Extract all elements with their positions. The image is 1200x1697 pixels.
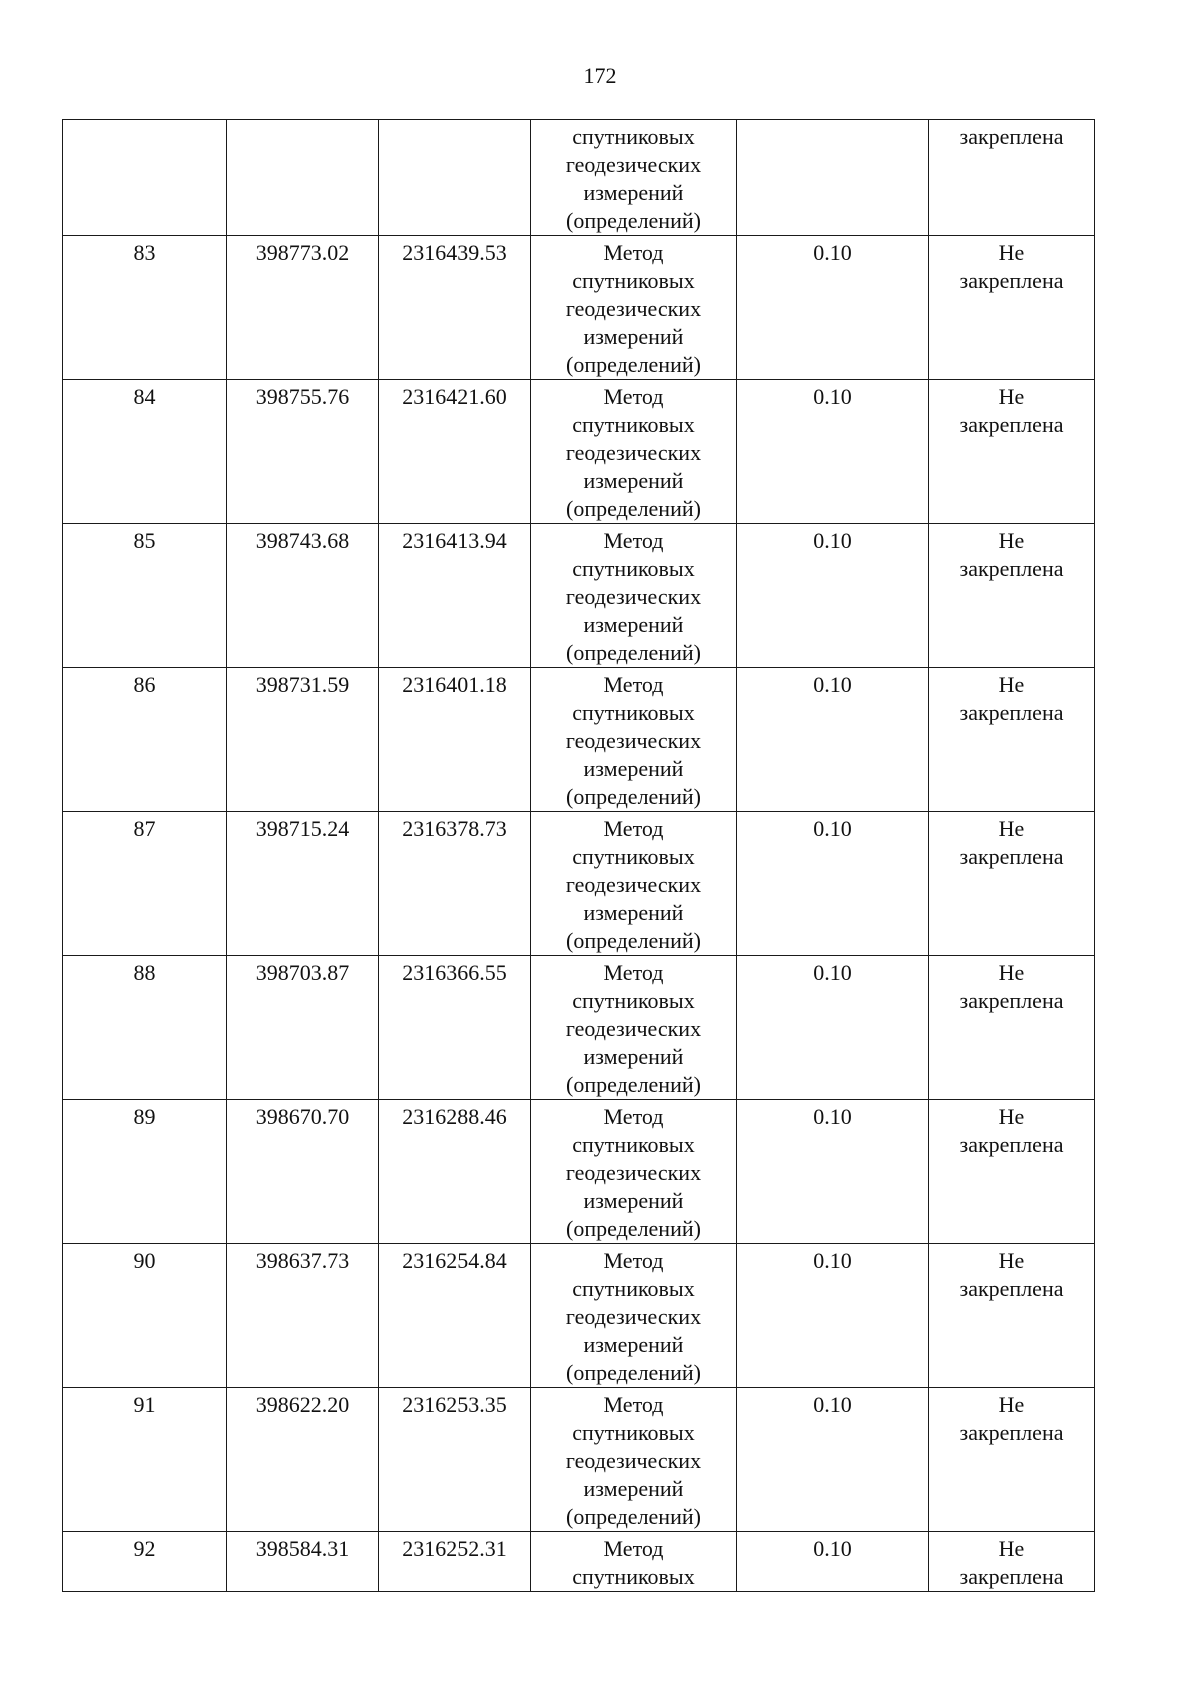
cell-method-line: Метод — [603, 672, 664, 697]
cell-x — [227, 120, 379, 236]
cell-fixing-line: Не — [998, 672, 1025, 697]
table-row — [63, 668, 1095, 812]
table-row — [63, 380, 1095, 524]
table-row — [63, 956, 1095, 1100]
cell-method-line: измерений — [583, 1476, 684, 1501]
cell-fixing-line: Не — [998, 528, 1025, 553]
cell-method-line: измерений — [583, 756, 684, 781]
cell-method — [531, 380, 737, 524]
method-line: измерений — [583, 180, 684, 205]
cell-x — [227, 812, 379, 956]
cell-num — [63, 380, 227, 524]
cell-y — [379, 812, 531, 956]
cell-method-line: геодезических — [565, 440, 702, 465]
cell-x-line: 398637.73 — [255, 1248, 350, 1273]
cell-x — [227, 1100, 379, 1244]
page-number: 172 — [583, 63, 617, 88]
cell-method-line: спутниковых — [572, 700, 695, 725]
cell-num-line: 85 — [133, 528, 156, 553]
cell-fixing-line: закреплена — [959, 268, 1064, 293]
cell-fixing-line: Не — [998, 960, 1025, 985]
cell-y-line: 2316253.35 — [402, 1392, 507, 1417]
cell-method — [531, 1100, 737, 1244]
cell-accuracy — [737, 1244, 929, 1388]
cell-y-line: 2316401.18 — [402, 672, 507, 697]
cell-method-line: (определений) — [566, 928, 701, 953]
cell-method-line: (определений) — [566, 496, 701, 521]
cell-y — [379, 524, 531, 668]
cell-method-line: спутниковых — [572, 844, 695, 869]
cell-method — [531, 1388, 737, 1532]
cell-y — [379, 236, 531, 380]
cell-method-line: геодезических — [565, 1160, 702, 1185]
cell-accuracy-line: 0.10 — [813, 528, 852, 553]
coordinates-table — [62, 119, 1095, 1592]
cell-accuracy-line: 0.10 — [813, 1248, 852, 1273]
cell-method — [531, 1532, 737, 1592]
cell-y-line: 2316252.31 — [402, 1536, 507, 1561]
cell-fixing-line: закреплена — [959, 844, 1064, 869]
cell-fixing — [929, 236, 1095, 380]
cell-method — [531, 120, 737, 236]
fixing-line: закреплена — [959, 124, 1064, 149]
cell-y-line: 2316421.60 — [402, 384, 507, 409]
cell-fixing — [929, 812, 1095, 956]
cell-method-line: спутниковых — [572, 1420, 695, 1445]
cell-fixing-line: закреплена — [959, 1132, 1064, 1157]
cell-method-line: (определений) — [566, 1504, 701, 1529]
cell-num — [63, 1388, 227, 1532]
method-line: (определений) — [566, 208, 701, 233]
table-row — [63, 1100, 1095, 1244]
cell-method-line: спутниковых — [572, 988, 695, 1013]
cell-method-line: Метод — [603, 960, 664, 985]
cell-num-line: 83 — [133, 240, 156, 265]
cell-fixing-line: Не — [998, 1536, 1025, 1561]
cell-accuracy-line: 0.10 — [813, 672, 852, 697]
cell-x-line: 398743.68 — [255, 528, 350, 553]
cell-method — [531, 812, 737, 956]
cell-y-line: 2316439.53 — [402, 240, 507, 265]
cell-num — [63, 1532, 227, 1592]
cell-fixing — [929, 956, 1095, 1100]
cell-method-line: спутниковых — [572, 1276, 695, 1301]
cell-x-line: 398584.31 — [255, 1536, 350, 1561]
method-line: спутниковых — [572, 124, 695, 149]
cell-num-line: 84 — [133, 384, 156, 409]
cell-x-line: 398670.70 — [255, 1104, 350, 1129]
cell-fixing-line: Не — [998, 1248, 1025, 1273]
cell-x-line: 398622.20 — [255, 1392, 350, 1417]
cell-method-line: измерений — [583, 468, 684, 493]
cell-y-line: 2316366.55 — [402, 960, 507, 985]
cell-y — [379, 668, 531, 812]
cell-accuracy — [737, 236, 929, 380]
cell-x — [227, 668, 379, 812]
cell-fixing-line: Не — [998, 816, 1025, 841]
cell-method-line: Метод — [603, 1392, 664, 1417]
cell-accuracy-line: 0.10 — [813, 1392, 852, 1417]
cell-accuracy-line: 0.10 — [813, 240, 852, 265]
cell-method-line: Метод — [603, 240, 664, 265]
cell-fixing — [929, 1388, 1095, 1532]
cell-method-line: измерений — [583, 1188, 684, 1213]
cell-method-line: спутниковых — [572, 412, 695, 437]
cell-fixing — [929, 524, 1095, 668]
cell-method — [531, 236, 737, 380]
cell-fixing-line: закреплена — [959, 988, 1064, 1013]
cell-num — [63, 236, 227, 380]
cell-accuracy — [737, 524, 929, 668]
cell-method — [531, 1244, 737, 1388]
cell-accuracy-line: 0.10 — [813, 960, 852, 985]
cell-method-line: Метод — [603, 384, 664, 409]
cell-y — [379, 1532, 531, 1592]
cell-num — [63, 668, 227, 812]
cell-method-line: (определений) — [566, 784, 701, 809]
cell-fixing-line: закреплена — [959, 700, 1064, 725]
cell-x — [227, 380, 379, 524]
cell-x-line: 398755.76 — [255, 384, 350, 409]
cell-accuracy-line: 0.10 — [813, 1104, 852, 1129]
cell-num — [63, 812, 227, 956]
cell-fixing-line: закреплена — [959, 412, 1064, 437]
cell-y — [379, 120, 531, 236]
cell-x — [227, 1388, 379, 1532]
cell-fixing-line: Не — [998, 1104, 1025, 1129]
table-row — [63, 1244, 1095, 1388]
cell-method-line: геодезических — [565, 296, 702, 321]
cell-method — [531, 524, 737, 668]
cell-num-line: 86 — [133, 672, 156, 697]
cell-x — [227, 524, 379, 668]
cell-method-line: геодезических — [565, 1016, 702, 1041]
cell-fixing — [929, 1244, 1095, 1388]
cell-method-line: измерений — [583, 900, 684, 925]
cell-accuracy-line: 0.10 — [813, 816, 852, 841]
cell-x — [227, 236, 379, 380]
method-line: геодезических — [565, 152, 702, 177]
cell-accuracy — [737, 668, 929, 812]
cell-fixing — [929, 668, 1095, 812]
cell-num-line: 88 — [133, 960, 156, 985]
cell-fixing-line: Не — [998, 240, 1025, 265]
cell-method-line: Метод — [603, 816, 664, 841]
table-row — [63, 524, 1095, 668]
cell-y — [379, 380, 531, 524]
cell-y-line: 2316413.94 — [402, 528, 507, 553]
cell-accuracy-line: 0.10 — [813, 384, 852, 409]
cell-fixing — [929, 1532, 1095, 1592]
cell-fixing-line: закреплена — [959, 1276, 1064, 1301]
cell-y-line: 2316254.84 — [402, 1248, 507, 1273]
cell-num-line: 91 — [133, 1392, 156, 1417]
cell-fixing — [929, 1100, 1095, 1244]
cell-method-line: геодезических — [565, 1304, 702, 1329]
table-row — [63, 1532, 1095, 1592]
cell-method-line: Метод — [603, 1536, 664, 1561]
table-row — [63, 236, 1095, 380]
cell-accuracy — [737, 1100, 929, 1244]
cell-fixing-line: Не — [998, 1392, 1025, 1417]
cell-num-line: 87 — [133, 816, 156, 841]
cell-x-line: 398703.87 — [255, 960, 350, 985]
cell-method-line: геодезических — [565, 872, 702, 897]
cell-fixing-line: закреплена — [959, 1564, 1064, 1589]
cell-method-line: измерений — [583, 1044, 684, 1069]
cell-num — [63, 524, 227, 668]
cell-accuracy — [737, 120, 929, 236]
cell-method-line: измерений — [583, 612, 684, 637]
cell-accuracy — [737, 1532, 929, 1592]
cell-method-line: спутниковых — [572, 1564, 695, 1589]
cell-y — [379, 1244, 531, 1388]
table-row-continuation — [63, 120, 1095, 236]
cell-y — [379, 1100, 531, 1244]
cell-fixing-line: закреплена — [959, 556, 1064, 581]
cell-method-line: спутниковых — [572, 556, 695, 581]
cell-method — [531, 956, 737, 1100]
cell-num-line: 90 — [133, 1248, 156, 1273]
cell-method-line: (определений) — [566, 352, 701, 377]
cell-method-line: (определений) — [566, 1072, 701, 1097]
cell-x-line: 398773.02 — [255, 240, 350, 265]
cell-method-line: геодезических — [565, 584, 702, 609]
cell-x — [227, 1244, 379, 1388]
cell-x — [227, 1532, 379, 1592]
cell-method-line: (определений) — [566, 1360, 701, 1385]
cell-method-line: (определений) — [566, 640, 701, 665]
cell-num — [63, 120, 227, 236]
cell-accuracy — [737, 1388, 929, 1532]
cell-fixing — [929, 120, 1095, 236]
cell-method-line: Метод — [603, 528, 664, 553]
table-body — [63, 120, 1095, 1592]
cell-fixing-line: закреплена — [959, 1420, 1064, 1445]
cell-num — [63, 1100, 227, 1244]
cell-method-line: геодезических — [565, 1448, 702, 1473]
cell-method-line: спутниковых — [572, 1132, 695, 1157]
cell-method — [531, 668, 737, 812]
cell-y-line: 2316378.73 — [402, 816, 507, 841]
cell-accuracy — [737, 812, 929, 956]
cell-y — [379, 1388, 531, 1532]
table-row — [63, 1388, 1095, 1532]
cell-method-line: спутниковых — [572, 268, 695, 293]
cell-x-line: 398715.24 — [255, 816, 350, 841]
table-row — [63, 812, 1095, 956]
cell-y — [379, 956, 531, 1100]
cell-accuracy-line: 0.10 — [813, 1536, 852, 1561]
cell-accuracy — [737, 956, 929, 1100]
cell-x — [227, 956, 379, 1100]
cell-method-line: Метод — [603, 1104, 664, 1129]
cell-method-line: Метод — [603, 1248, 664, 1273]
cell-num-line: 92 — [133, 1536, 156, 1561]
cell-num — [63, 956, 227, 1100]
cell-method-line: измерений — [583, 1332, 684, 1357]
cell-y-line: 2316288.46 — [402, 1104, 507, 1129]
cell-num — [63, 1244, 227, 1388]
cell-method-line: измерений — [583, 324, 684, 349]
cell-fixing — [929, 380, 1095, 524]
cell-accuracy — [737, 380, 929, 524]
cell-fixing-line: Не — [998, 384, 1025, 409]
cell-method-line: (определений) — [566, 1216, 701, 1241]
cell-num-line: 89 — [133, 1104, 156, 1129]
cell-x-line: 398731.59 — [255, 672, 350, 697]
cell-method-line: геодезических — [565, 728, 702, 753]
